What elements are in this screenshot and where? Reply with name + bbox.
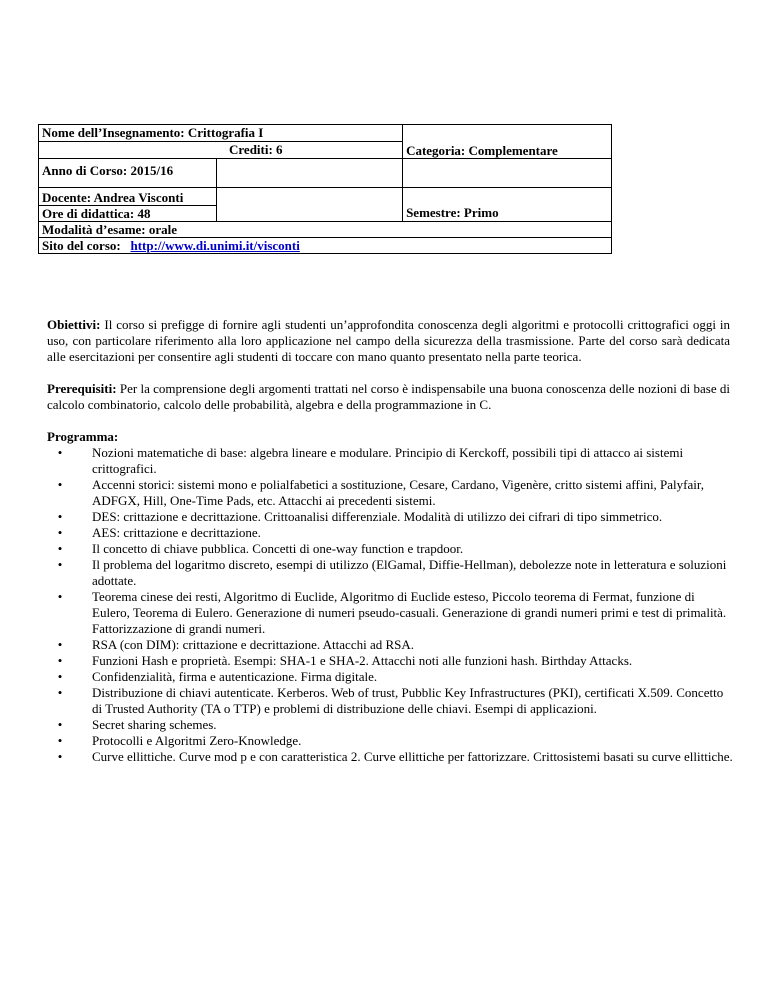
list-item — [47, 525, 734, 541]
categoria-text: Categoria: Complementare — [406, 143, 558, 158]
bullet-icon: • — [57, 557, 63, 572]
anno-cell — [39, 159, 217, 188]
list-item-text: AES: crittazione e decrittazione. — [92, 525, 261, 540]
course-info-table — [38, 124, 612, 254]
docente-text: Docente: Andrea Visconti — [42, 190, 184, 205]
empty-cell — [216, 159, 402, 188]
bullet-icon: • — [57, 509, 63, 524]
list-item — [47, 557, 734, 589]
sito-cell — [39, 238, 612, 254]
list-item — [47, 749, 734, 765]
list-item-text: Secret sharing schemes. — [92, 717, 217, 732]
list-item-text: Distribuzione di chiavi autenticate. Kerberos. Web of trust, Pubblic Key Infrastructures (PKI), certificati X.509. Concetto di Trusted Authority (TA o TTP) e problemi di distribuzione delle chiavi. Esempi di applicazioni. — [92, 685, 724, 716]
list-item-text: Funzioni Hash e proprietà. Esempi: SHA-1 e SHA-2. Attacchi noti alle funzioni hash. Birthday Attacks. — [92, 653, 633, 668]
prerequisiti-label: Prerequisiti: — [47, 381, 117, 396]
table-row — [39, 222, 612, 238]
list-item — [47, 685, 734, 717]
bullet-icon: • — [57, 749, 63, 764]
obiettivi-paragraph — [47, 317, 730, 365]
list-item — [47, 733, 734, 749]
semestre-text: Semestre: Primo — [406, 205, 499, 220]
list-item-text: Confidenzialità, firma e autenticazione. Firma digitale. — [92, 669, 378, 684]
prerequisiti-paragraph — [47, 381, 730, 413]
list-item-text: Il problema del logaritmo discreto, esempi di utilizzo (ElGamal, Diffie-Hellman), debolezze note in letteratura e soluzioni adottate. — [92, 557, 727, 588]
obiettivi-text: Il corso si prefigge di fornire agli studenti un’approfondita conoscenza degli algoritmi e protocolli crittografici oggi in uso, con particolare riferimento alla loro applicazione nel campo della sicurezza della trasmissione. Parte del corso sarà dedicata alle esercitazioni per consentire agli studenti di toccare con mano quanto presentato nella parte teorica. — [47, 317, 730, 364]
list-item — [47, 637, 734, 653]
bullet-icon: • — [57, 717, 63, 732]
list-item-text: Protocolli e Algoritmi Zero-Knowledge. — [92, 733, 302, 748]
crediti-cell — [39, 142, 403, 159]
categoria-cell — [403, 125, 612, 159]
list-item — [47, 669, 734, 685]
ore-cell — [39, 206, 217, 222]
semestre-cell — [403, 188, 612, 222]
list-item-text: Il concetto di chiave pubblica. Concetti di one-way function e trapdoor. — [92, 541, 464, 556]
list-item-text: Nozioni matematiche di base: algebra lineare e modulare. Principio di Kerckoff, possibili tipi di attacco ai sistemi crittografici. — [92, 445, 684, 476]
table-row — [39, 159, 612, 188]
course-name-value: Crittografia I — [187, 125, 264, 140]
course-name-label: Nome dell’Insegnamento: — [42, 125, 185, 140]
list-item — [47, 445, 734, 477]
list-item-text: Accenni storici: sistemi mono e polialfabetici a sostituzione, Cesare, Cardano, Vigenère, critto sistemi affini, Palyfair, ADFGX, Hill, One-Time Pads, etc. Attacchi ai precedenti sistemi. — [92, 477, 704, 508]
bullet-icon: • — [57, 541, 63, 556]
list-item-text: RSA (con DIM): crittazione e decrittazione. Attacchi ad RSA. — [92, 637, 415, 652]
obiettivi-label: Obiettivi: — [47, 317, 101, 332]
bullet-icon: • — [57, 733, 63, 748]
list-item — [47, 589, 734, 637]
docente-cell — [39, 188, 217, 206]
bullet-icon: • — [57, 669, 63, 684]
list-item — [47, 509, 734, 525]
list-item-text: DES: crittazione e decrittazione. Crittoanalisi differenziale. Modalità di utilizzo dei cifrari di tipo simmetrico. — [92, 509, 663, 524]
empty-cell — [216, 188, 402, 222]
main-content — [47, 317, 733, 765]
bullet-icon: • — [57, 445, 63, 460]
bullet-icon: • — [57, 525, 63, 540]
bullet-icon: • — [57, 653, 63, 668]
table-row — [39, 125, 612, 142]
bullet-icon: • — [57, 589, 63, 604]
sito-label: Sito del corso: — [42, 238, 121, 253]
ore-text: Ore di didattica: 48 — [42, 206, 151, 221]
list-item — [47, 717, 734, 733]
modalita-text: Modalità d’esame: orale — [42, 222, 178, 237]
list-item — [47, 541, 734, 557]
modalita-cell — [39, 222, 612, 238]
sito-link[interactable]: http://www.di.unimi.it/visconti — [130, 238, 300, 253]
programma-title: Programma: — [47, 429, 119, 444]
bullet-icon: • — [57, 685, 63, 700]
list-item-text: Curve ellittiche. Curve mod p e con caratteristica 2. Curve ellittiche per fattorizzare. Crittosistemi basati su curve ellittiche. — [92, 749, 733, 764]
list-item — [47, 477, 734, 509]
anno-text: Anno di Corso: 2015/16 — [42, 163, 174, 178]
bullet-icon: • — [57, 637, 63, 652]
empty-cell — [403, 159, 612, 188]
bullet-icon: • — [57, 477, 63, 492]
list-item — [47, 653, 734, 669]
list-item-text: Teorema cinese dei resti, Algoritmo di Euclide, Algoritmo di Euclide esteso, Piccolo teorema di Fermat, funzione di Eulero, Teorema di Eulero. Generazione di numeri pseudo-casuali. Generazione di grandi numeri primi e test di primalità. Fattorizzazione di grandi numeri. — [92, 589, 727, 636]
table-row — [39, 238, 612, 254]
prerequisiti-text: Per la comprensione degli argomenti trattati nel corso è indispensabile una buona conoscenza delle nozioni di base di calcolo combinatorio, calcolo delle probabilità, algebra e della programmazione in C. — [47, 381, 730, 412]
crediti-text: Crediti: 6 — [229, 142, 283, 157]
course-name-cell — [39, 125, 403, 142]
table-row — [39, 188, 612, 206]
programma-list — [47, 445, 733, 765]
